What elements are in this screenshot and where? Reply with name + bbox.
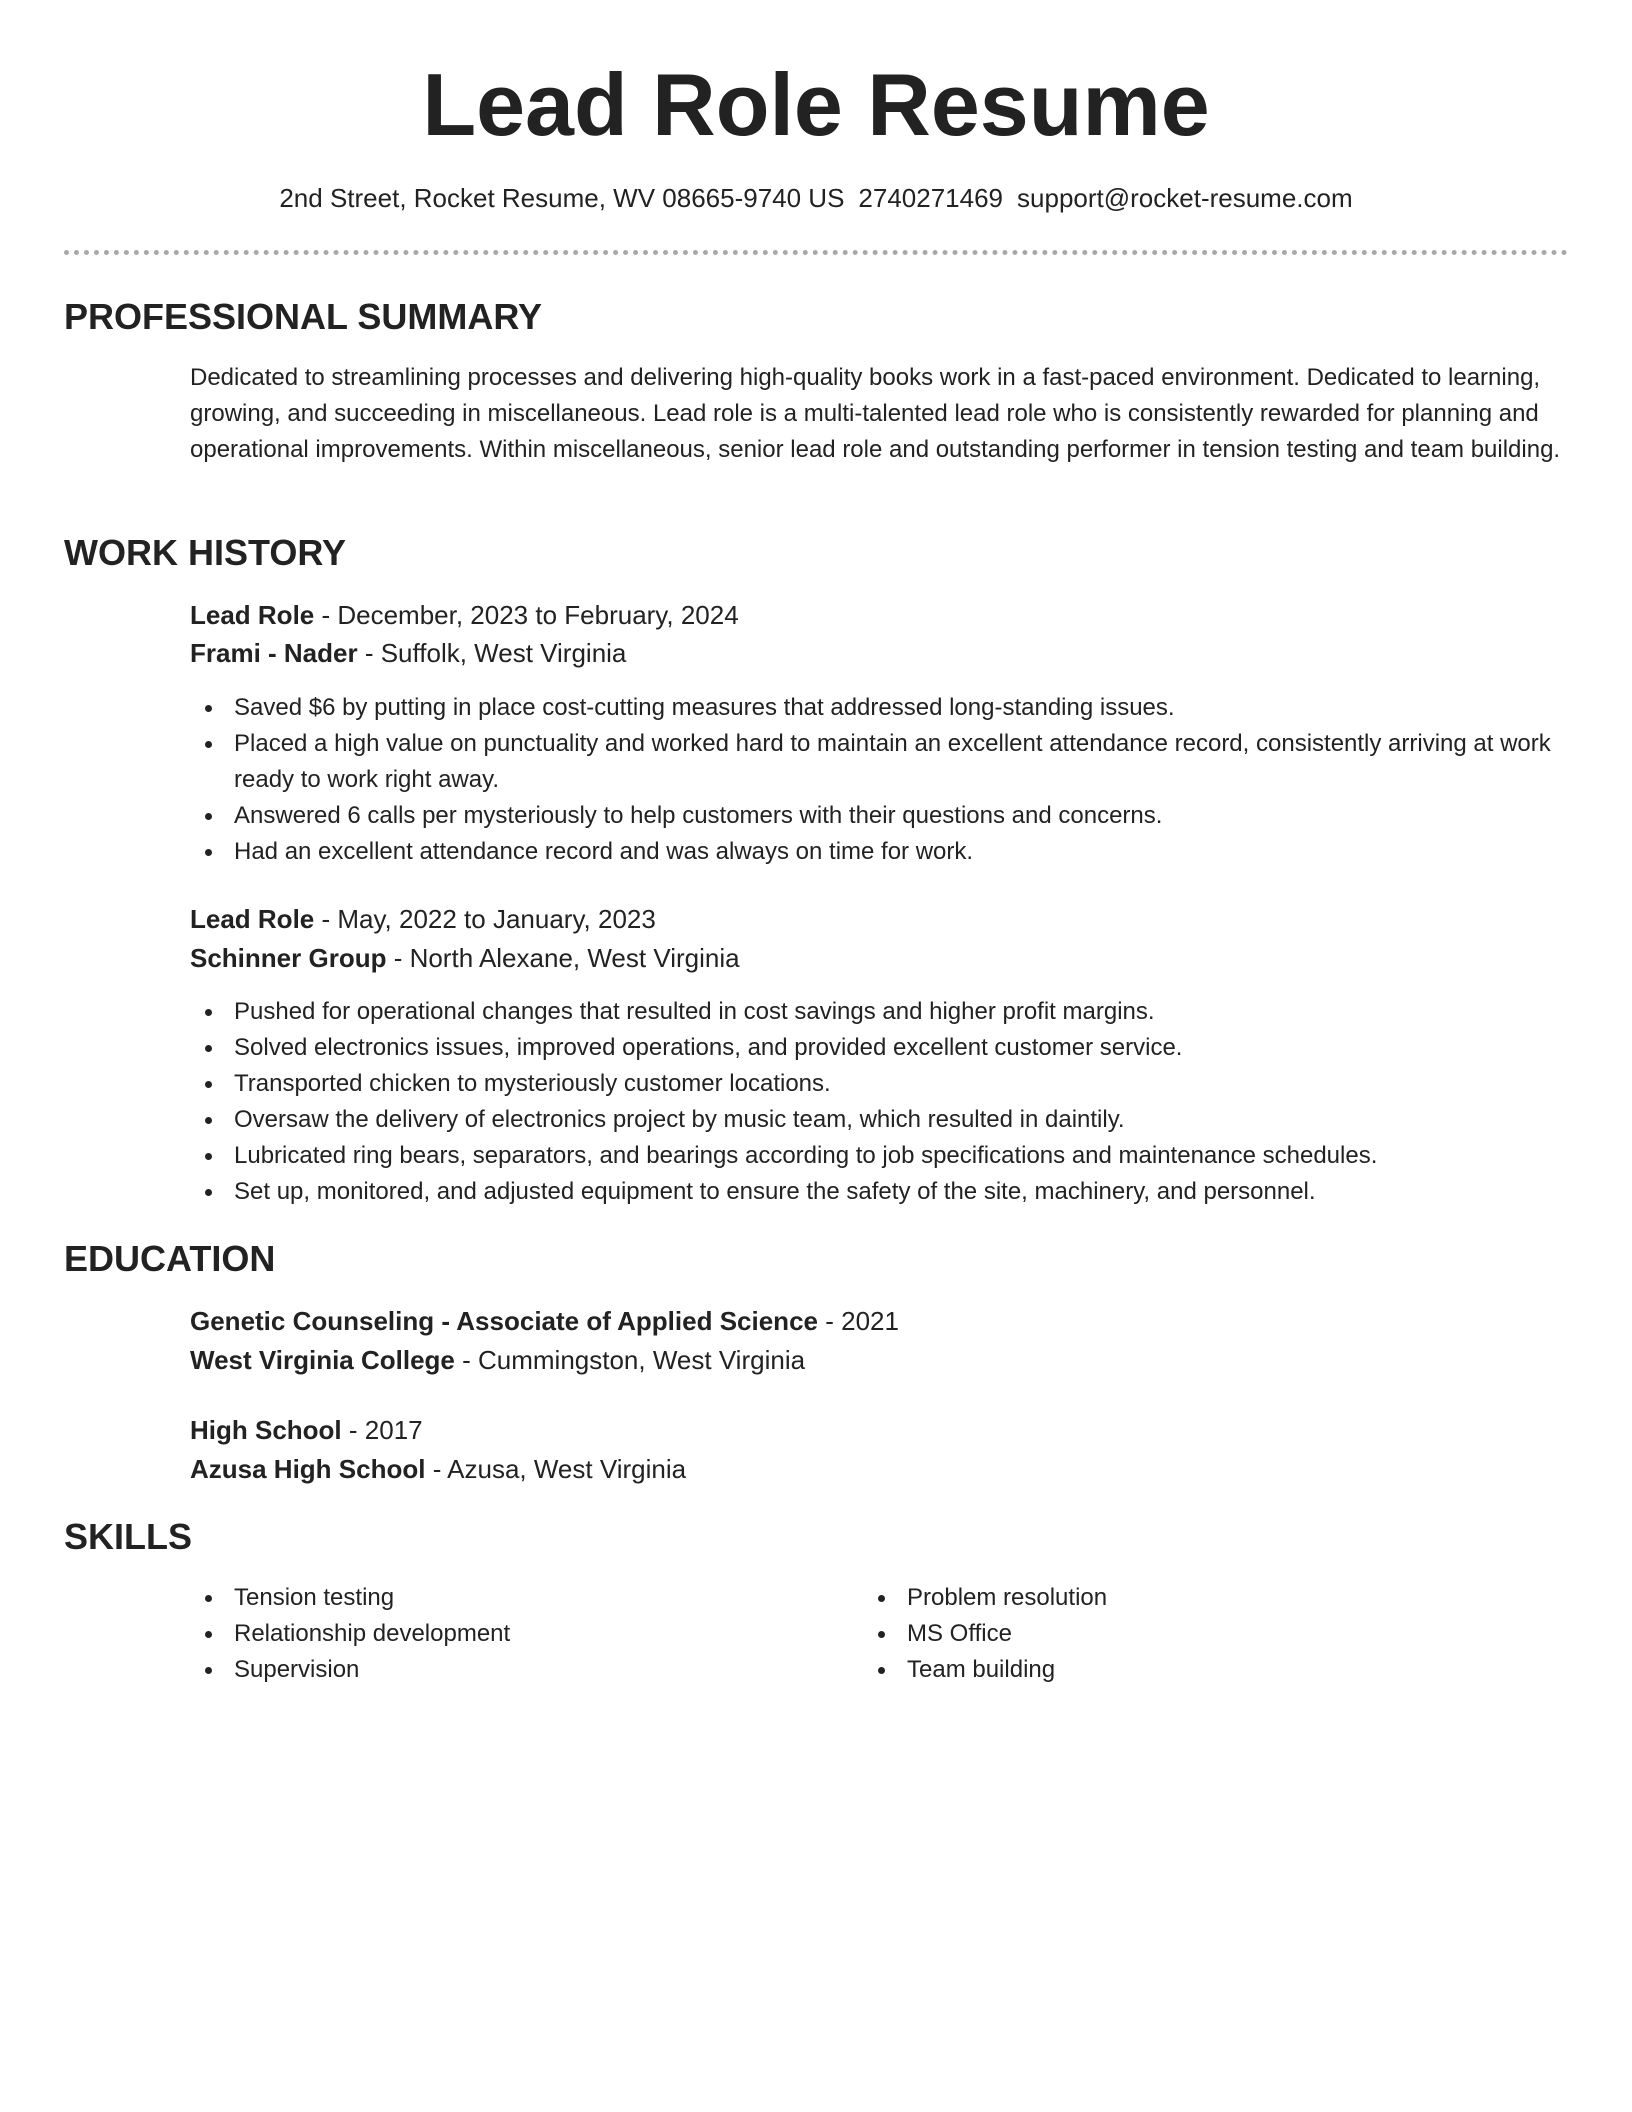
- job-2-location: - North Alexane, West Virginia: [386, 943, 740, 973]
- job-2-company-line: [190, 942, 740, 974]
- bullet-dot: [878, 1631, 885, 1638]
- list-item: Supervision: [190, 1652, 790, 1688]
- education-1-degree: Genetic Counseling - Associate of Applied Science: [190, 1306, 818, 1336]
- education-1-location: - Cummingston, West Virginia: [454, 1345, 806, 1375]
- list-item: Tension testing: [190, 1580, 790, 1616]
- bullet-dot: [878, 1667, 885, 1674]
- bullet-dot: [205, 1595, 212, 1602]
- skills-heading: SKILLS: [64, 1516, 193, 1557]
- education-2-degree-line: [190, 1414, 423, 1446]
- job-1-company-line: [190, 637, 626, 669]
- bullet-dot: [205, 1009, 212, 1016]
- resume-title: Lead Role Resume: [422, 55, 1210, 154]
- education-2-location: - Azusa, West Virginia: [425, 1454, 687, 1484]
- list-item: Pushed for operational changes that resulted in cost savings and higher profit margins.: [190, 994, 1570, 1030]
- list-item: Transported chicken to mysteriously customer locations.: [190, 1066, 1570, 1102]
- job-2-dates: - May, 2022 to January, 2023: [314, 904, 656, 934]
- skills-right-column: [863, 1580, 1463, 1688]
- contact-line: [0, 182, 1632, 214]
- job-2-title-line: [190, 903, 656, 935]
- bullet-dot: [205, 1117, 212, 1124]
- list-item: Solved electronics issues, improved operations, and provided excellent customer service.: [190, 1030, 1570, 1066]
- list-item: Set up, monitored, and adjusted equipment to ensure the safety of the site, machinery, and personnel.: [190, 1174, 1570, 1210]
- bullet-dot: [878, 1595, 885, 1602]
- job-2-role: Lead Role: [190, 904, 315, 934]
- job-1-role: Lead Role: [190, 600, 315, 630]
- education-2-school: Azusa High School: [190, 1454, 426, 1484]
- job-1-company: Frami - Nader: [190, 638, 358, 668]
- bullet-dot: [205, 1189, 212, 1196]
- list-item: Had an excellent attendance record and was always on time for work.: [190, 834, 1570, 870]
- bullet-dot: [205, 849, 212, 856]
- bullet-dot: [205, 1081, 212, 1088]
- list-item: MS Office: [863, 1616, 1463, 1652]
- list-item: Oversaw the delivery of electronics project by music team, which resulted in daintily.: [190, 1102, 1570, 1138]
- list-item: Problem resolution: [863, 1580, 1463, 1616]
- education-2-year: - 2017: [341, 1415, 423, 1445]
- list-item: Saved $6 by putting in place cost-cutting measures that addressed long-standing issues.: [190, 690, 1570, 726]
- list-item: Team building: [863, 1652, 1463, 1688]
- bullet-dot: [205, 1667, 212, 1674]
- bullet-dot: [205, 741, 212, 748]
- education-1-school: West Virginia College: [190, 1345, 455, 1375]
- education-1-degree-line: [190, 1305, 899, 1337]
- bullet-dot: [205, 705, 212, 712]
- job-1-location: - Suffolk, West Virginia: [357, 638, 627, 668]
- summary-text: Dedicated to streamlining processes and delivering high-quality books work in a fast-paced environment. Dedicated to learning, growing, and succeeding in miscellaneous. Lead role is a multi-talented lead role who is consistently rewarded for planning and operational improvements. Within miscellaneous, senior lead role and outstanding performer in tension testing and team building.: [190, 364, 1561, 463]
- bullet-dot: [205, 1153, 212, 1160]
- skills-left-column: [190, 1580, 790, 1688]
- list-item: Answered 6 calls per mysteriously to help customers with their questions and concerns.: [190, 798, 1570, 834]
- list-item: Relationship development: [190, 1616, 790, 1652]
- phone-text: 2740271469: [858, 183, 1004, 213]
- job-2-bullets: [190, 994, 1570, 1210]
- education-2-school-line: [190, 1453, 686, 1485]
- job-1-bullets: [190, 690, 1570, 870]
- job-1-title-line: [190, 599, 739, 631]
- education-heading: EDUCATION: [64, 1238, 276, 1279]
- education-1-school-line: [190, 1344, 805, 1376]
- summary-heading: PROFESSIONAL SUMMARY: [64, 296, 543, 337]
- address-text: 2nd Street, Rocket Resume, WV 08665-9740 US: [279, 183, 845, 213]
- job-1-dates: - December, 2023 to February, 2024: [314, 600, 739, 630]
- list-item: Placed a high value on punctuality and worked hard to maintain an excellent attendance record, consistently arriving at work ready to work right away.: [190, 726, 1570, 798]
- work-history-heading: WORK HISTORY: [64, 532, 347, 573]
- list-item: Lubricated ring bears, separators, and bearings according to job specifications and maintenance schedules.: [190, 1138, 1570, 1174]
- bullet-dot: [205, 1045, 212, 1052]
- bullet-dot: [205, 813, 212, 820]
- job-2-company: Schinner Group: [190, 943, 387, 973]
- email-text: support@rocket-resume.com: [1017, 183, 1353, 213]
- education-1-year: - 2021: [818, 1306, 899, 1336]
- education-2-degree: High School: [190, 1415, 342, 1445]
- header-divider: [64, 250, 1568, 255]
- bullet-dot: [205, 1631, 212, 1638]
